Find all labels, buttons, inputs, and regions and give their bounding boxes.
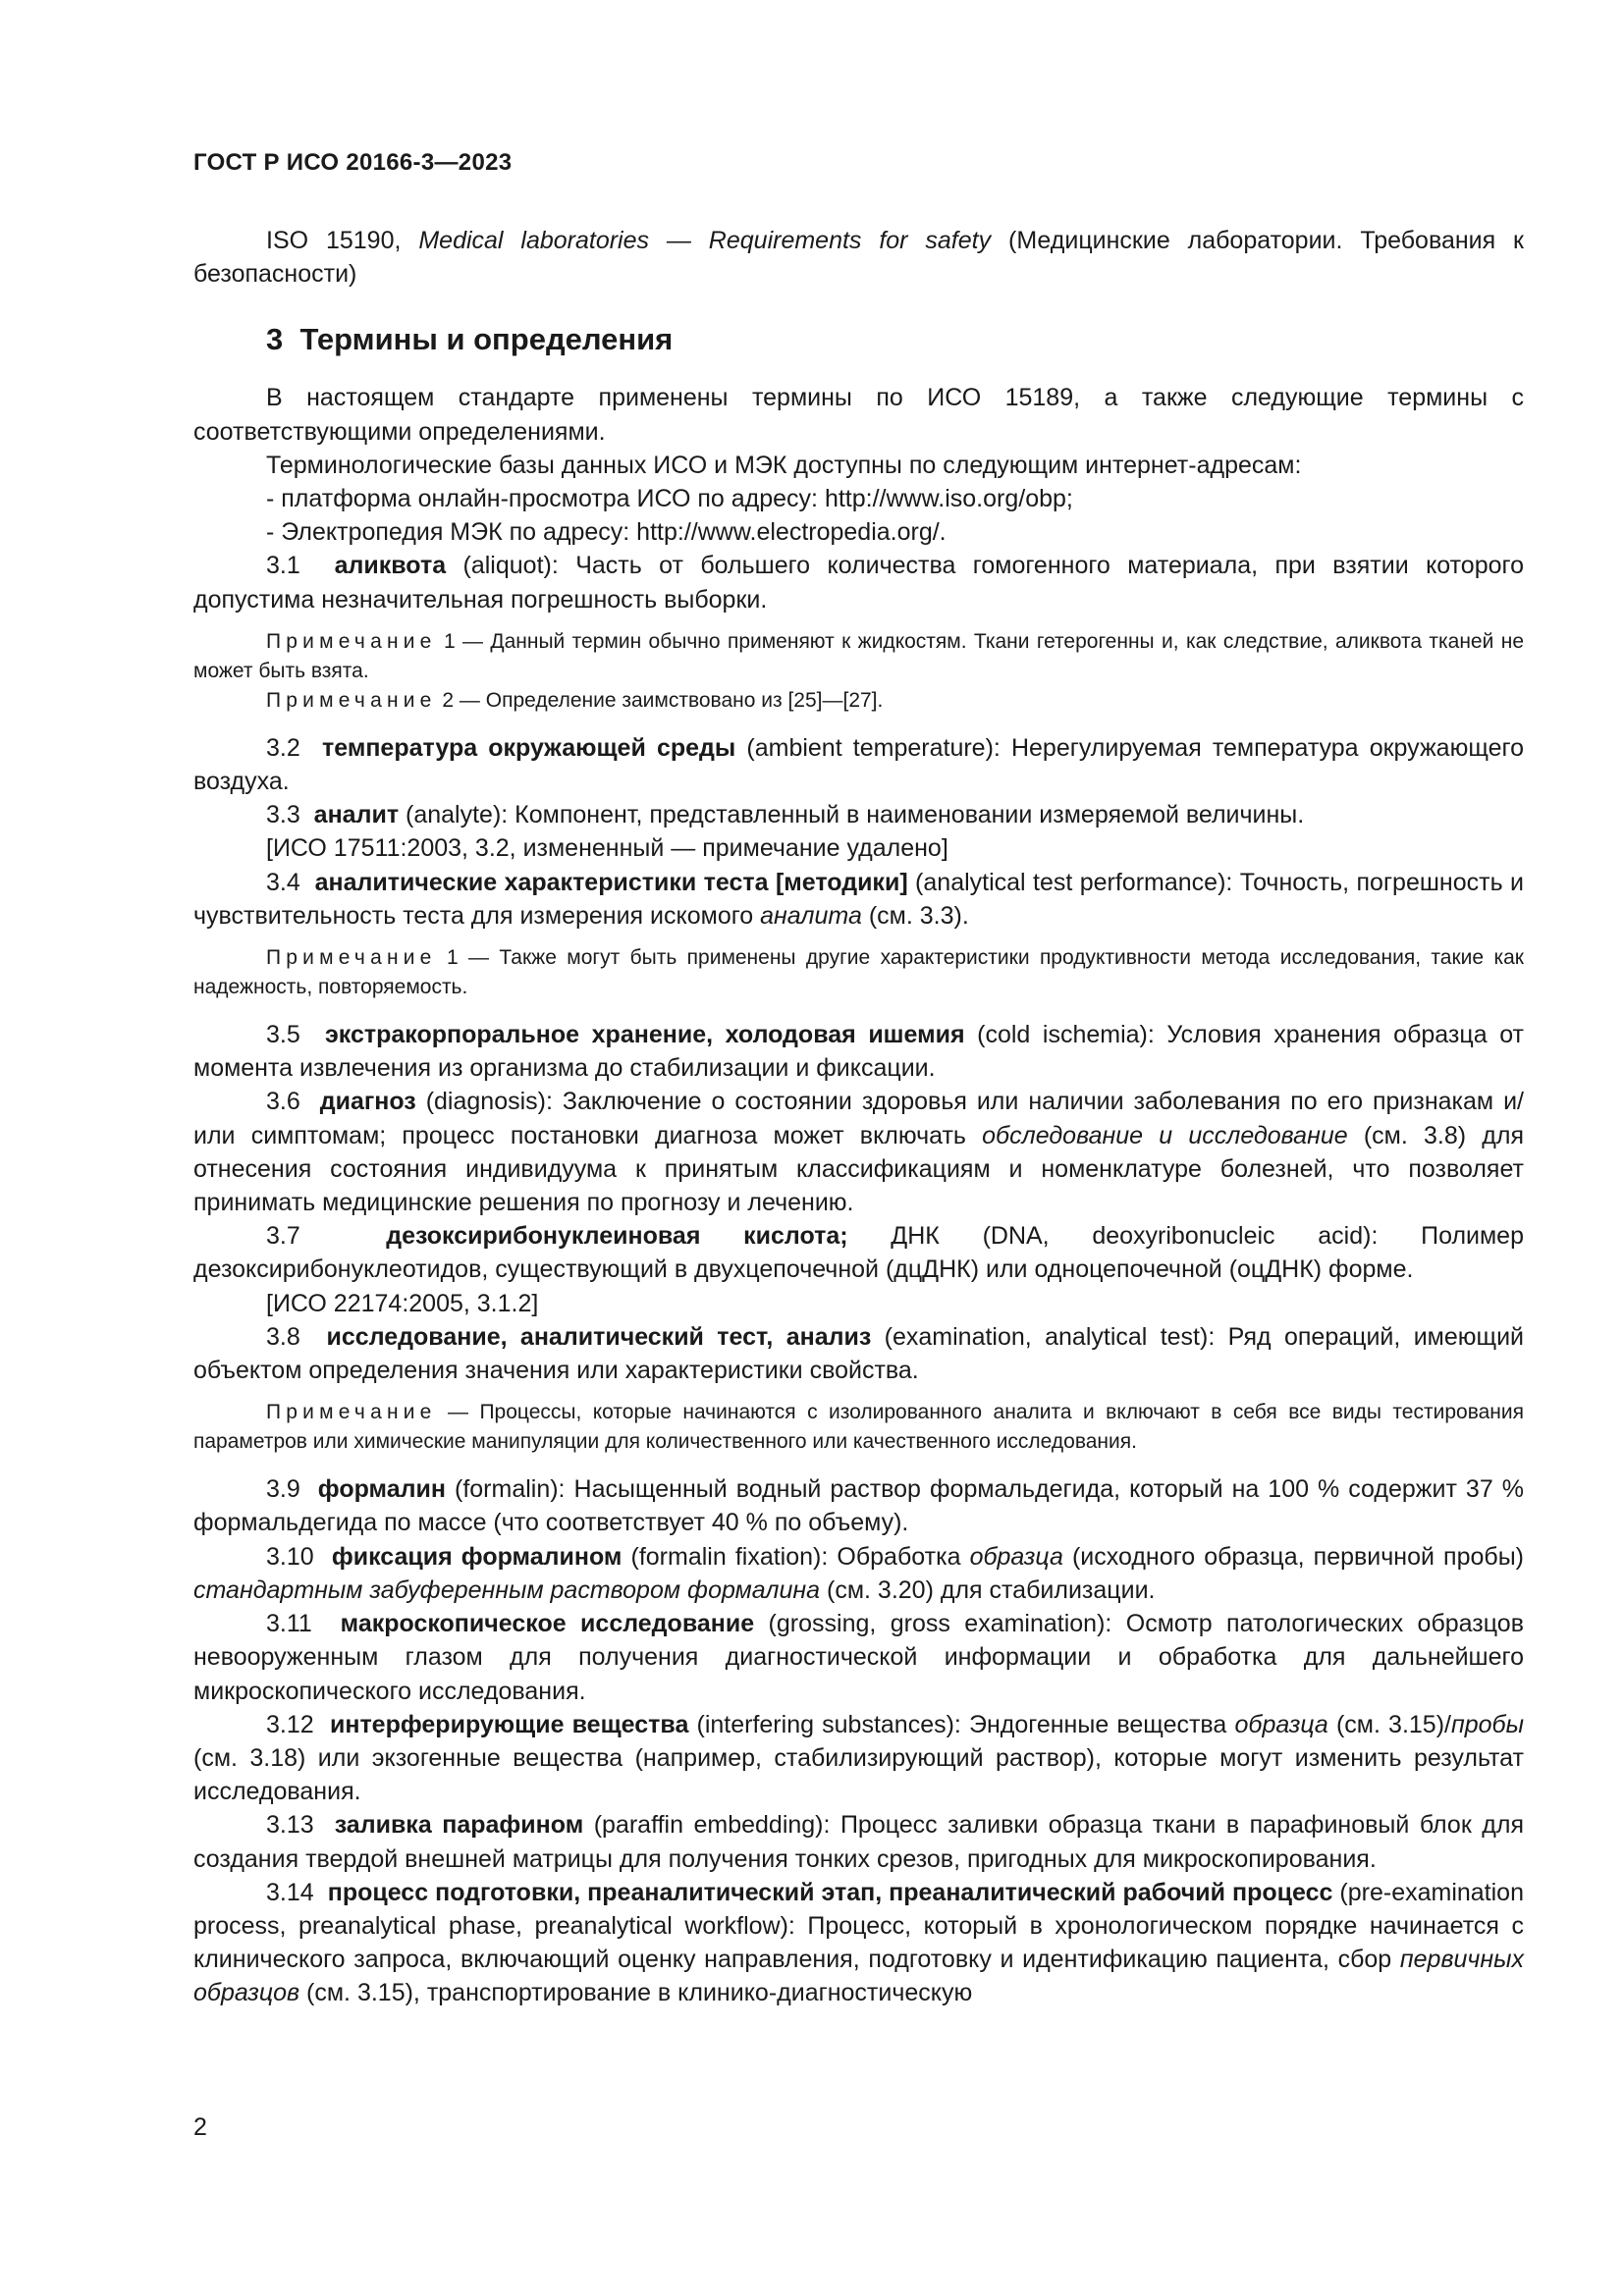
term-3-12: 3.12 интерферирующие вещества (interfering substances): Эндогенные вещества образца (см. 3.15)/пробы (см. 3.18) или экзогенные вещества (например, стабилизирующий раствор), которые могут изменить результат исследования.	[193, 1710, 1525, 1806]
section-heading: 3 Термины и определения	[266, 322, 674, 357]
note: Примечание 2 — Определение заимствовано из [25]—[27].	[266, 688, 884, 712]
term-3-7: 3.7 дезоксирибонуклеиновая кислота; ДНК (DNA, deoxyribonucleic acid): Полимер дезоксирибонуклеотидов, существующий в двухцепочечной (дцДНК) или одноцепочечной (оцДНК) форме.	[193, 1222, 1524, 1284]
note: Примечание — Процессы, которые начинаются с изолированного аналита и включают в себя все виды тестирования параметров или химические манипуляции для количественного или качественного исследования.	[193, 1401, 1524, 1454]
list-item: - платформа онлайн-просмотра ИСО по адресу: http://www.iso.org/obp;	[266, 485, 1073, 513]
section-intro: В настоящем стандарте применены термины по ИСО 15189, а также следующие термины с соответствующими определениями.	[193, 384, 1524, 446]
term-3-13: 3.13 заливка парафином (paraffin embedding): Процесс заливки образца ткани в парафиновый блок для создания твердой внешней матрицы для получения тонких срезов, пригодных для микроскопирования.	[193, 1811, 1524, 1873]
term-3-10: 3.10 фиксация формалином (formalin fixation): Обработка образца (исходного образца, первичной пробы) стандартным забуференным раствором формалина (см. 3.20) для стабилизации.	[193, 1542, 1524, 1604]
note: Примечание 1 — Также могут быть применены другие характеристики продуктивности метода исследования, такие как надежность, повторяемость.	[193, 946, 1524, 999]
term-source: [ИСО 17511:2003, 3.2, измененный — примечание удалено]	[266, 834, 948, 863]
term-3-4: 3.4 аналитические характеристики теста [методики] (analytical test performance): Точность, погрешность и чувствительность теста для измерения искомого аналита (см. 3.3).	[193, 868, 1524, 930]
term-3-14: 3.14 процесс подготовки, преаналитический этап, преаналитический рабочий процесс (pre-examination process, preanalytical phase, preanalytical workflow): Процесс, который в хронологическом порядке начинается с клинического запроса, включающий оценку направления, подготовку и идентификацию пациента, сбор первичных образцов (см. 3.15), транспортирование в клинико-диагностическую	[193, 1878, 1524, 2007]
term-3-5: 3.5 экстракорпоральное хранение, холодовая ишемия (cold ischemia): Условия хранения образца от момента извлечения из организма до стабилизации и фиксации.	[193, 1021, 1524, 1083]
term-3-8: 3.8 исследование, аналитический тест, анализ (examination, analytical test): Ряд операций, имеющий объектом определения значения или характеристики свойства.	[193, 1322, 1524, 1385]
term-3-6: 3.6 диагноз (diagnosis): Заключение о состоянии здоровья или наличии заболевания по его признакам и/или симптомам; процесс постановки диагноза может включать обследование и исследование (см. 3.8) для отнесения состояния индивидуума к принятым классификациям и номенклатуре болезней, что позволяет принимать медицинские решения по прогнозу и лечению.	[193, 1088, 1524, 1217]
term-3-11: 3.11 макроскопическое исследование (grossing, gross examination): Осмотр патологических образцов невооруженным глазом для получения диагностической информации и обработка для дальнейшего микроскопического исследования.	[193, 1610, 1524, 1705]
term-3-2: 3.2 температура окружающей среды (ambient temperature): Нерегулируемая температура окружающего воздуха.	[193, 733, 1524, 796]
term-3-1: 3.1 аликвота (aliquot): Часть от большего количества гомогенного материала, при взятии которого допустима незначительная погрешность выборки.	[193, 552, 1524, 614]
page-number: 2	[193, 2113, 207, 2141]
reference-title: Medical laboratories — Requirements for safety	[418, 227, 992, 254]
document-body	[193, 224, 1524, 2010]
term-source: [ИСО 22174:2005, 3.1.2]	[266, 1289, 539, 1317]
list-item: - Электропедия МЭК по адресу: http://www.electropedia.org/.	[266, 518, 947, 547]
normative-reference: ISO 15190, Medical laboratories — Requirements for safety (Медицинские лаборатории. Требования к безопасности)	[193, 227, 1524, 289]
terminology-db-text: Терминологические базы данных ИСО и МЭК доступны по следующим интернет-адресам:	[266, 451, 1302, 479]
term-3-9: 3.9 формалин (formalin): Насыщенный водный раствор формальдегида, который на 100 % содержит 37 % формальдегида по массе (что соответствует 40 % по объему).	[193, 1475, 1524, 1537]
document-code-header: ГОСТ Р ИСО 20166-3—2023	[193, 149, 513, 176]
term-3-3: 3.3 аналит (analyte): Компонент, представленный в наименовании измеряемой величины.	[266, 801, 1305, 829]
note: Примечание 1 — Данный термин обычно применяют к жидкостям. Ткани гетерогенны и, как следствие, аликвота тканей не может быть взята.	[193, 629, 1524, 682]
